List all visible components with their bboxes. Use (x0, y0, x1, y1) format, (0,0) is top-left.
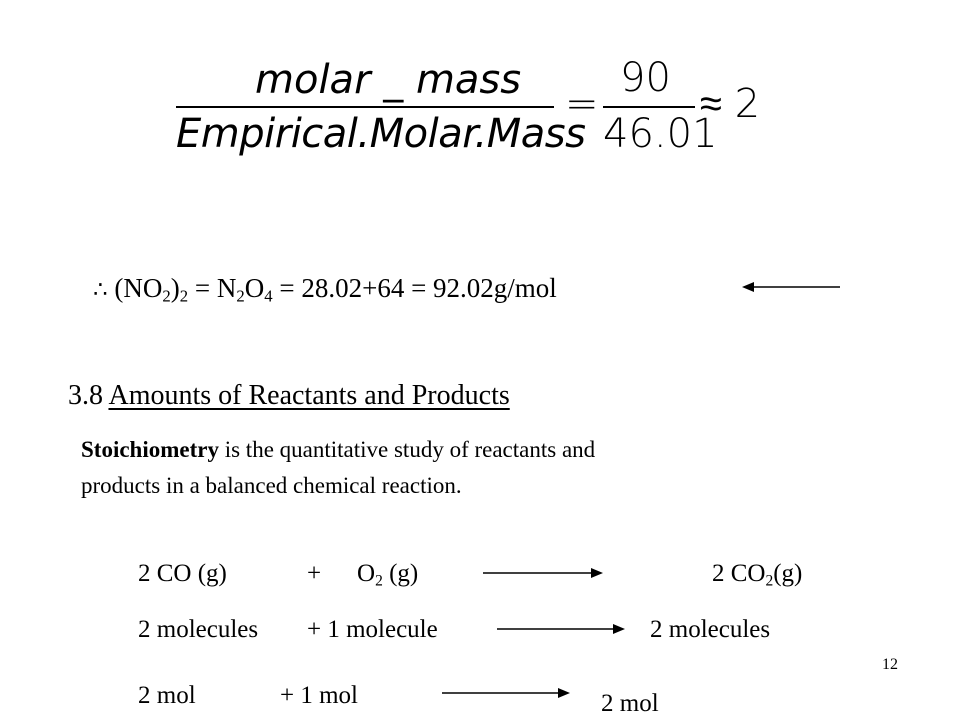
result-tail: = 28.02+64 = 92.02g/mol (272, 273, 557, 303)
result-sub-1: 2 (162, 286, 171, 306)
molecules-reactant-1: 2 molecules (138, 616, 259, 643)
definition-line-2: products in a balanced chemical reaction. (81, 473, 462, 498)
reaction-plus: + (307, 560, 322, 587)
result-eq1: = N (188, 273, 237, 303)
therefore-symbol: ∴ (93, 277, 108, 303)
mol-reactant-1: 2 mol (138, 682, 196, 709)
result-sub-2: 2 (179, 286, 189, 306)
reaction-reactant-2 (357, 560, 419, 590)
section-heading (68, 382, 510, 410)
reaction-reactant-1: 2 CO (g) (138, 560, 227, 587)
mol-product: 2 mol (601, 690, 659, 717)
result-sub-4: 4 (264, 286, 273, 306)
formula-approx: ≈ 2 (700, 81, 761, 127)
molecules-reactant-2: + 1 molecule (307, 616, 438, 643)
section-number: 3.8 (68, 380, 103, 411)
reaction-arrow-2 (497, 622, 625, 636)
reaction-arrow-3 (442, 686, 570, 700)
mol-reactant-2: + 1 mol (280, 682, 358, 709)
formula-value-denominator: 46.01 (603, 111, 718, 157)
co2-state: (g) (773, 560, 803, 587)
result-lp: (NO (114, 273, 163, 303)
result-o: O (244, 273, 265, 303)
page-number: 12 (882, 656, 898, 673)
reaction-product (712, 560, 803, 590)
o2-sub: 2 (375, 572, 383, 590)
molecules-product: 2 molecules (650, 616, 771, 643)
reaction-arrow-1 (483, 566, 603, 580)
formula-fraction-bar (176, 106, 554, 108)
definition-line-1 (81, 438, 595, 461)
definition-rest-1: is the quantitative study of reactants and (218, 437, 596, 462)
definition-term: Stoichiometry (81, 437, 219, 462)
o2-state: (g) (382, 560, 419, 587)
result-rp: ) (170, 273, 180, 303)
formula-value-numerator: 90 (620, 55, 671, 101)
result-arrow (742, 280, 842, 294)
result-sub-3: 2 (236, 286, 245, 306)
co2-letters: 2 CO (712, 560, 766, 587)
section-title: Amounts of Reactants and Products (108, 380, 510, 411)
o2-letter: O (357, 560, 376, 587)
co2-sub: 2 (765, 572, 774, 590)
formula-numerator: molar _ mass (255, 57, 522, 103)
formula-value-bar (603, 106, 695, 108)
molar-mass-result-line (93, 273, 557, 306)
formula-equals: = (565, 81, 599, 127)
formula-denominator: Empirical.Molar.Mass (176, 111, 586, 157)
